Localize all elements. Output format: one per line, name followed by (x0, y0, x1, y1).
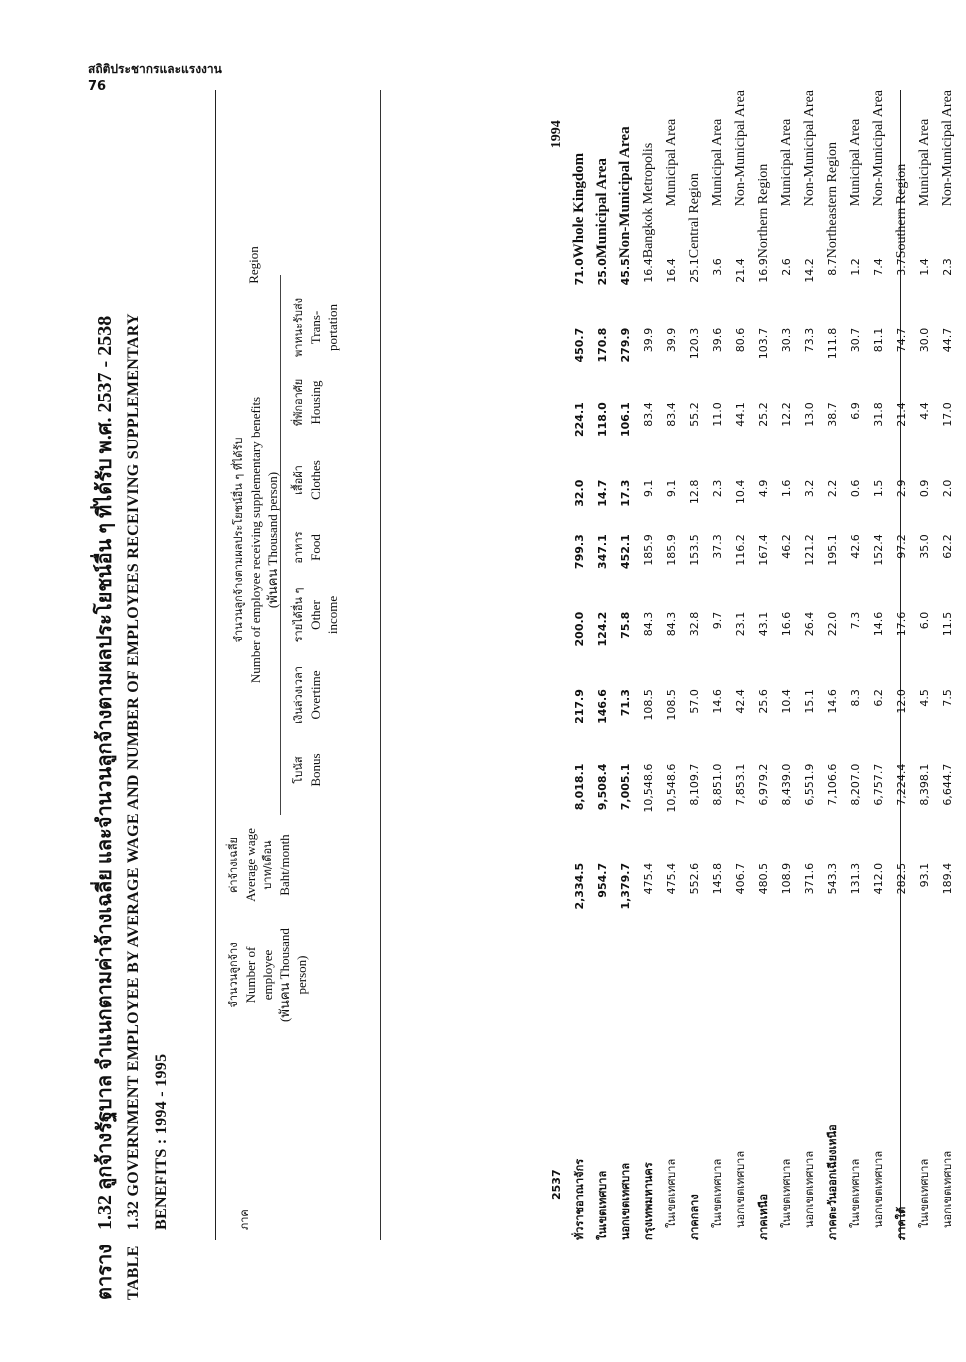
employee-count: 954.7 (596, 862, 609, 898)
housing-value: 450.7 (573, 327, 586, 363)
average-wage: 9,508.4 (596, 763, 609, 811)
region-en-cell: Non-Municipal Area (802, 90, 817, 207)
region-th-cell: ในเขตเทศบาล (711, 1158, 724, 1228)
employee-count: 2,334.5 (573, 862, 586, 910)
housing-value: 81.1 (872, 327, 885, 353)
book-title: สถิติประชากรและแรงงาน (88, 62, 222, 76)
employee-count: 371.6 (803, 862, 816, 895)
overtime-value: 23.1 (734, 611, 747, 637)
housing-value: 39.9 (665, 327, 678, 353)
header-other-income: รายได้อื่น ๆ Other income (292, 587, 340, 643)
transportation-value: 8.7 (826, 258, 839, 276)
overtime-value: 32.8 (688, 611, 701, 637)
bonus-value: 8.3 (849, 689, 862, 707)
clothes-value: 11.0 (711, 402, 724, 427)
clothes-value: 25.2 (757, 402, 770, 427)
average-wage: 8,439.0 (780, 763, 793, 806)
transportation-value: 2.3 (941, 258, 954, 276)
other-income-value: 116.2 (734, 534, 747, 566)
other-income-value: 185.9 (642, 534, 655, 566)
employee-count: 552.6 (688, 862, 701, 895)
average-wage: 7,005.1 (619, 763, 632, 811)
title-en-label: TABLE (125, 1245, 142, 1300)
clothes-value: 83.4 (642, 402, 655, 427)
clothes-value: 31.8 (872, 402, 885, 427)
housing-value: 74.7 (895, 327, 908, 353)
housing-value: 120.3 (688, 327, 701, 360)
overtime-value: 43.1 (757, 611, 770, 637)
region-en-cell: Municipal Area (710, 118, 725, 207)
data-table (545, 90, 959, 1240)
table-row (913, 90, 936, 1240)
year-row (545, 90, 568, 1240)
overtime-value: 124.2 (596, 611, 609, 647)
employee-count: 543.3 (826, 862, 839, 895)
clothes-value: 44.1 (734, 402, 747, 427)
overtime-value: 22.0 (826, 611, 839, 637)
transportation-value: 16.9 (757, 258, 770, 283)
region-en-cell: Municipal Area (917, 118, 932, 207)
region-en-cell: Northeastern Region (825, 142, 840, 259)
region-th-cell: ในเขตเทศบาล (780, 1158, 793, 1228)
employee-count: 189.4 (941, 862, 954, 895)
overtime-value: 14.6 (872, 611, 885, 637)
overtime-value: 11.5 (941, 611, 954, 637)
housing-value: 39.9 (642, 327, 655, 353)
food-value: 0.6 (849, 479, 862, 498)
food-value: 12.8 (688, 479, 701, 505)
employee-count: 412.0 (872, 862, 885, 895)
transportation-value: 25.0 (596, 258, 609, 286)
average-wage: 10,548.6 (642, 763, 655, 813)
food-value: 10.4 (734, 479, 747, 505)
other-income-value: 42.6 (849, 534, 862, 559)
region-th-cell: ทั่วราชอาณาจักร (573, 1158, 586, 1240)
other-income-value: 799.3 (573, 534, 586, 570)
table-row (936, 90, 959, 1240)
bonus-value: 217.9 (573, 689, 586, 724)
region-en-cell: Northern Region (756, 163, 771, 259)
bonus-value: 71.3 (619, 689, 632, 717)
clothes-value: 21.4 (895, 402, 908, 427)
food-value: 2.0 (941, 479, 954, 498)
transportation-value: 25.1 (688, 258, 701, 283)
year-en: 1994 (549, 120, 564, 149)
clothes-value: 224.1 (573, 402, 586, 438)
overtime-value: 75.8 (619, 611, 632, 639)
clothes-value: 4.4 (918, 402, 931, 420)
other-income-value: 452.1 (619, 534, 632, 570)
clothes-value: 38.7 (826, 402, 839, 427)
food-value: 0.9 (918, 479, 931, 498)
table-row (591, 90, 614, 1240)
overtime-value: 7.3 (849, 611, 862, 630)
housing-value: 30.7 (849, 327, 862, 353)
average-wage: 6,979.2 (757, 763, 770, 806)
average-wage: 8,851.0 (711, 763, 724, 806)
table-row (706, 90, 729, 1240)
other-income-value: 185.9 (665, 534, 678, 566)
other-income-value: 167.4 (757, 534, 770, 566)
food-value: 14.7 (596, 479, 609, 507)
housing-value: 44.7 (941, 327, 954, 353)
average-wage: 8,207.0 (849, 763, 862, 806)
header-employee: จำนวนลูกจ้าง Number of employee (พันคน Thousand person) (227, 928, 309, 1022)
table-row (821, 90, 844, 1240)
region-en-cell: Central Region (687, 173, 702, 259)
food-value: 4.9 (757, 479, 770, 498)
page-number: 76 (88, 79, 107, 94)
transportation-value: 14.2 (803, 258, 816, 283)
other-income-value: 35.0 (918, 534, 931, 559)
region-th-cell: นอกเขตเทศบาล (941, 1150, 954, 1228)
header-region-th: ภาค (238, 1209, 251, 1230)
table-row (867, 90, 890, 1240)
bonus-value: 15.1 (803, 689, 816, 714)
average-wage: 7,106.6 (826, 763, 839, 806)
table-row (637, 90, 660, 1240)
bonus-value: 108.5 (665, 689, 678, 721)
region-en-cell: Municipal Area (664, 118, 679, 207)
transportation-value: 45.5 (619, 258, 632, 286)
table-row (568, 90, 591, 1240)
employee-count: 93.1 (918, 862, 931, 888)
region-th-cell: นอกเขตเทศบาล (872, 1150, 885, 1228)
bonus-value: 14.6 (826, 689, 839, 714)
food-value: 1.6 (780, 479, 793, 498)
header-region-en: Region (246, 246, 261, 284)
other-income-value: 347.1 (596, 534, 609, 570)
region-th-cell: ภาคตะวันออกเฉียงเหนือ (826, 1124, 839, 1240)
header-benefit-group: จำนวนลูกจ้างตามผลประโยชน์อื่น ๆ ที่ได้รับ Number of employee receiving supplementary benefits (พันคน Thousand person) (232, 396, 280, 684)
clothes-value: 17.0 (941, 402, 954, 427)
transportation-value: 7.4 (872, 258, 885, 276)
bonus-value: 108.5 (642, 689, 655, 721)
clothes-value: 6.9 (849, 402, 862, 420)
region-th-cell: ในเขตเทศบาล (849, 1158, 862, 1228)
food-value: 9.1 (642, 479, 655, 498)
average-wage: 10,548.6 (665, 763, 678, 813)
food-value: 2.2 (826, 479, 839, 498)
other-income-value: 46.2 (780, 534, 793, 559)
overtime-value: 84.3 (642, 611, 655, 637)
region-th-cell: นอกเขตเทศบาล (619, 1162, 632, 1240)
transportation-value: 1.4 (918, 258, 931, 276)
table-top-rule (215, 90, 216, 1240)
bonus-value: 42.4 (734, 689, 747, 714)
clothes-value: 83.4 (665, 402, 678, 427)
transportation-value: 1.2 (849, 258, 862, 276)
table-row (660, 90, 683, 1240)
food-value: 9.1 (665, 479, 678, 498)
food-value: 2.3 (711, 479, 724, 498)
average-wage: 6,551.9 (803, 763, 816, 806)
header-bonus: โบนัส Bonus (292, 753, 323, 787)
rotated-table-page (80, 90, 955, 1300)
clothes-value: 55.2 (688, 402, 701, 427)
title-en-line2: BENEFITS : 1994 - 1995 (153, 1053, 170, 1230)
housing-value: 170.8 (596, 327, 609, 363)
employee-count: 282.5 (895, 862, 908, 895)
other-income-value: 37.3 (711, 534, 724, 559)
region-th-cell: นอกเขตเทศบาล (734, 1150, 747, 1228)
transportation-value: 3.7 (895, 258, 908, 276)
table-row (798, 90, 821, 1240)
clothes-value: 106.1 (619, 402, 632, 438)
clothes-value: 12.2 (780, 402, 793, 427)
overtime-value: 17.6 (895, 611, 908, 637)
overtime-value: 26.4 (803, 611, 816, 637)
region-th-cell: กรุงเทพมหานคร (642, 1162, 655, 1240)
table-row (775, 90, 798, 1240)
housing-value: 111.8 (826, 327, 839, 360)
bonus-value: 146.6 (596, 689, 609, 724)
employee-count: 475.4 (665, 862, 678, 895)
other-income-value: 97.2 (895, 534, 908, 559)
title-th: 1.32 ลูกจ้างรัฐบาล จำแนกตามค่าจ้างเฉลี่ย และจำนวนลูกจ้างตามผลประโยชน์อื่น ๆ ที่ได้รับ พ.ศ. 2537 - 2538 (94, 315, 116, 1230)
region-th-cell: ภาคใต้ (895, 1206, 908, 1240)
housing-value: 80.6 (734, 327, 747, 353)
transportation-value: 16.4 (665, 258, 678, 283)
employee-count: 406.7 (734, 862, 747, 895)
table-row (890, 90, 913, 1240)
transportation-value: 3.6 (711, 258, 724, 276)
region-en-cell: Non-Municipal Area (733, 90, 748, 207)
food-value: 3.2 (803, 479, 816, 498)
average-wage: 8,109.7 (688, 763, 701, 806)
employee-count: 480.5 (757, 862, 770, 895)
average-wage: 6,644.7 (941, 763, 954, 806)
employee-count: 1,379.7 (619, 862, 632, 910)
header-food: อาหาร Food (292, 531, 323, 564)
region-en-cell: Bangkok Metropolis (641, 142, 656, 259)
housing-value: 279.9 (619, 327, 632, 363)
region-th-cell: ในเขตเทศบาล (596, 1170, 609, 1240)
region-th-cell: ในเขตเทศบาล (918, 1158, 931, 1228)
region-th-cell: นอกเขตเทศบาล (803, 1150, 816, 1228)
overtime-value: 16.6 (780, 611, 793, 637)
header-housing: ที่พักอาศัย Housing (292, 378, 323, 427)
employee-count: 145.8 (711, 862, 724, 895)
transportation-value: 16.4 (642, 258, 655, 283)
bonus-value: 7.5 (941, 689, 954, 707)
overtime-value: 9.7 (711, 611, 724, 630)
title-en: 1.32 GOVERNMENT EMPLOYEE BY AVERAGE WAGE AND NUMBER OF EMPLOYEES RECEIVING SUPPLEMENTARY (125, 313, 142, 1230)
food-value: 2.9 (895, 479, 908, 498)
housing-value: 30.3 (780, 327, 793, 353)
transportation-value: 2.6 (780, 258, 793, 276)
region-en-cell: Municipal Area (779, 118, 794, 207)
average-wage: 7,224.4 (895, 763, 908, 806)
table-row (752, 90, 775, 1240)
clothes-value: 118.0 (596, 402, 609, 438)
header-wage: ค่าจ้างเฉลี่ย Average wage บาท/เดือน Baht/month (227, 828, 292, 902)
employee-count: 475.4 (642, 862, 655, 895)
overtime-value: 6.0 (918, 611, 931, 630)
clothes-value: 13.0 (803, 402, 816, 427)
housing-value: 103.7 (757, 327, 770, 360)
other-income-value: 153.5 (688, 534, 701, 566)
overtime-value: 84.3 (665, 611, 678, 637)
region-en-cell: Non-Municipal Area (871, 90, 886, 207)
other-income-value: 121.2 (803, 534, 816, 566)
bonus-value: 57.0 (688, 689, 701, 714)
other-income-value: 152.4 (872, 534, 885, 566)
bonus-value: 10.4 (780, 689, 793, 714)
title-th-label: ตาราง (94, 1244, 116, 1300)
food-value: 17.3 (619, 479, 632, 507)
average-wage: 8,398.1 (918, 763, 931, 806)
average-wage: 8,018.1 (573, 763, 586, 811)
region-th-cell: ในเขตเทศบาล (665, 1158, 678, 1228)
average-wage: 6,757.7 (872, 763, 885, 806)
table-row (614, 90, 637, 1240)
header-bottom-rule (380, 90, 381, 1240)
transportation-value: 21.4 (734, 258, 747, 283)
bonus-value: 14.6 (711, 689, 724, 714)
region-en-cell: Municipal Area (594, 158, 610, 259)
bonus-value: 12.0 (895, 689, 908, 714)
header-clothes: เสื้อผ้า Clothes (292, 460, 323, 500)
region-en-cell: Non-Municipal Area (617, 126, 633, 259)
housing-value: 30.0 (918, 327, 931, 353)
region-th-cell: ภาคเหนือ (757, 1194, 770, 1240)
bonus-value: 4.5 (918, 689, 931, 707)
region-en-cell: Non-Municipal Area (940, 90, 955, 207)
year-th: 2537 (550, 1169, 563, 1200)
table-row (683, 90, 706, 1240)
other-income-value: 195.1 (826, 534, 839, 566)
region-en-cell: Southern Region (894, 163, 909, 259)
header-overtime: เงินล่วงเวลา Overtime (292, 666, 323, 724)
average-wage: 7,853.1 (734, 763, 747, 806)
region-th-cell: ภาคกลาง (688, 1194, 701, 1240)
header-transportation: พาหนะรับส่ง Trans- portation (292, 297, 340, 358)
bonus-value: 25.6 (757, 689, 770, 714)
overtime-value: 200.0 (573, 611, 586, 647)
housing-value: 73.3 (803, 327, 816, 353)
food-value: 1.5 (872, 479, 885, 498)
region-en-cell: Whole Kingdom (571, 152, 587, 259)
table-row (729, 90, 752, 1240)
employee-count: 131.3 (849, 862, 862, 895)
bonus-value: 6.2 (872, 689, 885, 707)
table-title (90, 90, 176, 1300)
transportation-value: 71.0 (573, 258, 586, 286)
other-income-value: 62.2 (941, 534, 954, 559)
food-value: 32.0 (573, 479, 586, 507)
table-row (844, 90, 867, 1240)
housing-value: 39.6 (711, 327, 724, 353)
employee-count: 108.9 (780, 862, 793, 895)
region-en-cell: Municipal Area (848, 118, 863, 207)
